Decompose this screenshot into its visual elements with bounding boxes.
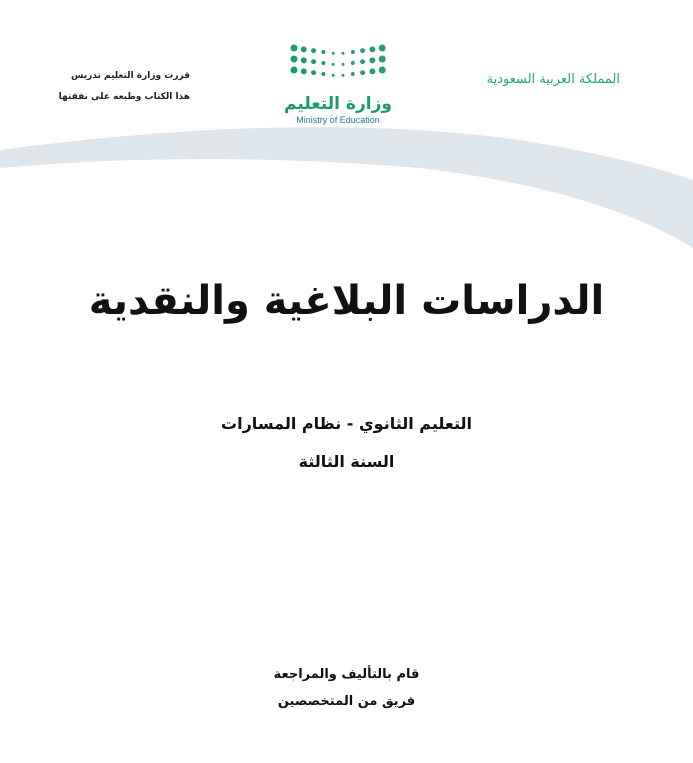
logo-dot	[360, 70, 365, 75]
logo-dot	[291, 45, 298, 52]
logo-dot	[332, 63, 335, 66]
logo-dot	[291, 56, 298, 63]
logo-dot	[351, 61, 355, 65]
logo-dot	[321, 61, 325, 65]
credits-line-2: فريق من المتخصصين	[277, 694, 416, 709]
ministry-approval-note	[30, 66, 190, 108]
book-year: السنة الثالثة	[298, 452, 395, 471]
logo-dot	[379, 56, 386, 63]
logo-dot	[332, 52, 335, 55]
ministry-logo	[278, 42, 398, 126]
approval-line-2: هذا الكتاب وطبعه على نفقتها	[58, 92, 190, 102]
logo-dot	[360, 48, 365, 53]
logo-dot	[301, 68, 307, 74]
ministry-logo-arabic: وزارة التعليم	[284, 94, 392, 114]
logo-dot	[342, 74, 345, 77]
logo-dot	[301, 46, 307, 52]
book-title: الدراسات البلاغية والنقدية	[88, 278, 605, 324]
logo-dot	[321, 50, 325, 54]
book-subtitle: التعليم الثانوي - نظام المسارات	[221, 414, 472, 433]
credits-line-1: قام بالتأليف والمراجعة	[273, 667, 420, 682]
ministry-logo-english: Ministry of Education	[296, 115, 380, 125]
logo-dot	[311, 70, 316, 75]
logo-dot	[301, 57, 307, 63]
approval-line-1: قررت وزارة التعليم تدريس	[71, 71, 190, 81]
logo-dot	[369, 68, 375, 74]
logo-dot	[342, 63, 345, 66]
kingdom-name: المملكة العربية السعودية	[486, 72, 620, 87]
logo-dot	[351, 50, 355, 54]
logo-dot	[369, 46, 375, 52]
logo-dot	[379, 45, 386, 52]
logo-dot	[332, 74, 335, 77]
logo-dot	[360, 59, 365, 64]
logo-dot	[311, 48, 316, 53]
logo-dot	[351, 72, 355, 76]
ministry-logo-dots-icon	[288, 42, 388, 88]
logo-dot	[379, 67, 386, 74]
logo-dot	[291, 67, 298, 74]
logo-dot	[342, 52, 345, 55]
logo-dot	[321, 72, 325, 76]
logo-dot	[369, 57, 375, 63]
logo-dot	[311, 59, 316, 64]
